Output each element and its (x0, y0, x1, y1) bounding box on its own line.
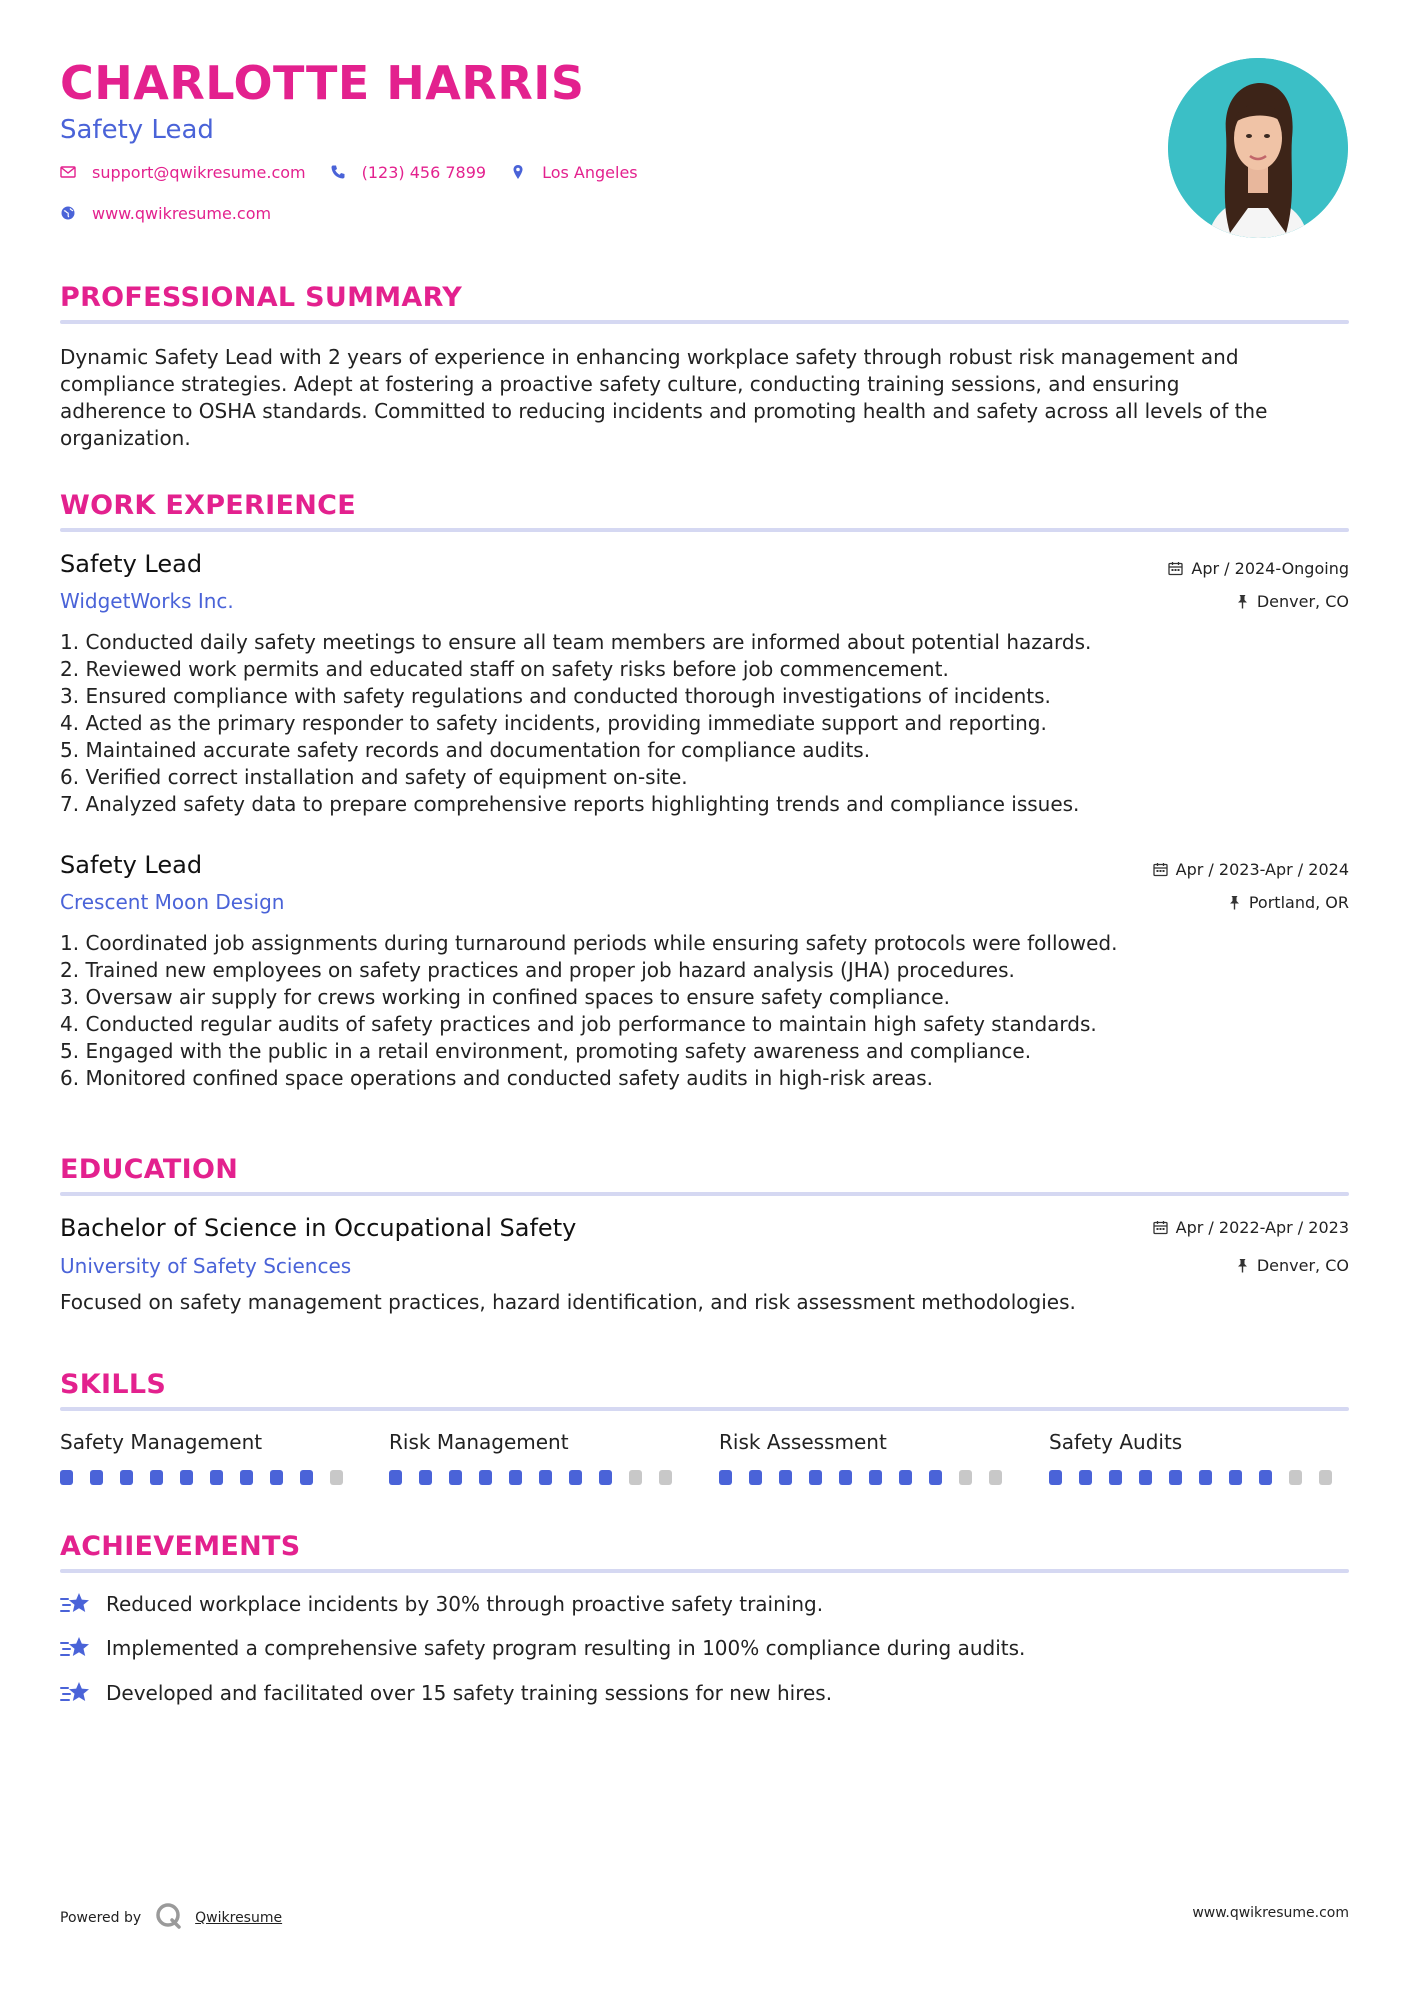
pushpin-icon (1236, 594, 1249, 609)
globe-icon (60, 205, 76, 221)
job-location (1236, 592, 1349, 611)
achievements-divider (60, 1569, 1349, 1573)
achievement-item (60, 1680, 832, 1706)
skill-item (60, 1430, 360, 1485)
summary-heading: PROFESSIONAL SUMMARY (60, 282, 463, 313)
list-item: 4. Conducted regular audits of safety practices and job performance to maintain high safety standards. (60, 1012, 1097, 1036)
summary-line: compliance strategies. Adept at fostering a proactive safety culture, conducting training sessions, and ensuring (60, 372, 1180, 396)
achievement-text: Implemented a comprehensive safety program resulting in 100% compliance during audits. (106, 1636, 1026, 1660)
rating-dot-empty (1289, 1470, 1302, 1485)
skill-rating (389, 1470, 689, 1485)
skills-heading: SKILLS (60, 1369, 167, 1400)
rating-dot-empty (959, 1470, 972, 1485)
list-item: 3. Ensured compliance with safety regulations and conducted thorough investigations of incidents. (60, 684, 1051, 708)
phone-icon (330, 164, 346, 180)
summary-text (60, 344, 1350, 452)
map-pin-icon (510, 164, 526, 180)
rating-dot-filled (899, 1470, 912, 1485)
rating-dot-filled (1049, 1470, 1062, 1485)
skill-rating (60, 1470, 360, 1485)
skill-name: Safety Management (60, 1430, 263, 1454)
header (60, 58, 1060, 223)
calendar-icon (1153, 1220, 1168, 1235)
job-company: WidgetWorks Inc. (60, 589, 234, 613)
rating-dot-empty (330, 1470, 343, 1485)
achievement-text: Reduced workplace incidents by 30% through proactive safety training. (106, 1592, 824, 1616)
education-divider (60, 1192, 1349, 1196)
education-description: Focused on safety management practices, hazard identification, and risk assessment methodologies. (60, 1290, 1076, 1314)
summary-divider (60, 320, 1349, 324)
list-item: 5. Engaged with the public in a retail environment, promoting safety awareness and compliance. (60, 1039, 1032, 1063)
qwikresume-logo-icon (155, 1902, 183, 1934)
powered-by-label: Powered by (60, 1910, 142, 1926)
rating-dot-filled (1169, 1470, 1182, 1485)
job-title: Safety Lead (60, 550, 203, 578)
list-item: 7. Analyzed safety data to prepare comprehensive reports highlighting trends and compliance issues. (60, 792, 1080, 816)
pushpin-icon (1236, 1258, 1249, 1273)
rating-dot-filled (509, 1470, 522, 1485)
rating-dot-filled (120, 1470, 133, 1485)
rating-dot-filled (1109, 1470, 1122, 1485)
job-location (1228, 893, 1349, 912)
rating-dot-filled (1229, 1470, 1242, 1485)
rating-dot-empty (659, 1470, 672, 1485)
location-text: Los Angeles (542, 162, 638, 182)
school-name: University of Safety Sciences (60, 1254, 352, 1278)
star-speed-icon (60, 1591, 92, 1617)
job-bullets (60, 930, 1350, 1092)
calendar-icon (1168, 561, 1183, 576)
rating-dot-filled (929, 1470, 942, 1485)
education-heading: EDUCATION (60, 1154, 239, 1185)
candidate-name: CHARLOTTE HARRIS (60, 56, 585, 110)
rating-dot-filled (539, 1470, 552, 1485)
job-dates-text: Apr / 2024-Ongoing (1191, 559, 1349, 578)
rating-dot-filled (749, 1470, 762, 1485)
education-location (1236, 1256, 1349, 1275)
star-speed-icon (60, 1635, 92, 1661)
rating-dot-filled (1079, 1470, 1092, 1485)
skill-item (719, 1430, 1019, 1485)
rating-dot-filled (839, 1470, 852, 1485)
contact-phone[interactable] (330, 163, 486, 182)
rating-dot-filled (599, 1470, 612, 1485)
rating-dot-filled (270, 1470, 283, 1485)
profile-photo (1168, 58, 1348, 238)
calendar-icon (1153, 862, 1168, 877)
skill-rating (1049, 1470, 1349, 1485)
skill-item (389, 1430, 689, 1485)
summary-line: Dynamic Safety Lead with 2 years of experience in enhancing workplace safety through robust risk management and (60, 345, 1239, 369)
rating-dot-empty (989, 1470, 1002, 1485)
phone-text: (123) 456 7899 (361, 162, 487, 182)
list-item: 6. Verified correct installation and safety of equipment on-site. (60, 765, 688, 789)
rating-dot-filled (1139, 1470, 1152, 1485)
list-item: 4. Acted as the primary responder to safety incidents, providing immediate support and reporting. (60, 711, 1047, 735)
rating-dot-filled (210, 1470, 223, 1485)
rating-dot-filled (1259, 1470, 1272, 1485)
list-item: 1. Coordinated job assignments during turnaround periods while ensuring safety protocols were followed. (60, 931, 1118, 955)
summary-line: adherence to OSHA standards. Committed to reducing incidents and promoting health and safety across all levels of the (60, 399, 1268, 423)
rating-dot-filled (569, 1470, 582, 1485)
skill-name: Risk Management (389, 1430, 569, 1454)
job-location-text: Portland, OR (1248, 893, 1349, 912)
experience-heading: WORK EXPERIENCE (60, 490, 356, 521)
rating-dot-filled (389, 1470, 402, 1485)
rating-dot-filled (719, 1470, 732, 1485)
list-item: 6. Monitored confined space operations and conducted safety audits in high-risk areas. (60, 1066, 933, 1090)
education-location-text: Denver, CO (1256, 1256, 1349, 1275)
contact-email[interactable] (60, 163, 306, 182)
rating-dot-filled (869, 1470, 882, 1485)
contact-location (510, 163, 638, 182)
rating-dot-filled (90, 1470, 103, 1485)
skill-name: Safety Audits (1049, 1430, 1183, 1454)
email-text: support@qwikresume.com (92, 162, 306, 182)
skill-name: Risk Assessment (719, 1430, 887, 1454)
education-dates (1153, 1218, 1349, 1237)
skills-divider (60, 1407, 1349, 1411)
rating-dot-filled (779, 1470, 792, 1485)
job-title: Safety Lead (60, 851, 203, 879)
job-company: Crescent Moon Design (60, 890, 285, 914)
list-item: 3. Oversaw air supply for crews working in confined spaces to ensure safety compliance. (60, 985, 951, 1009)
rating-dot-filled (180, 1470, 193, 1485)
job-bullets (60, 629, 1350, 818)
job-dates (1168, 559, 1349, 578)
job-location-text: Denver, CO (1256, 592, 1349, 611)
achievement-item (60, 1591, 823, 1617)
rating-dot-filled (809, 1470, 822, 1485)
list-item: 2. Trained new employees on safety practices and proper job hazard analysis (JHA) procedures. (60, 958, 1015, 982)
achievement-text: Developed and facilitated over 15 safety training sessions for new hires. (106, 1681, 833, 1705)
job-dates (1153, 860, 1349, 879)
rating-dot-filled (1199, 1470, 1212, 1485)
rating-dot-filled (150, 1470, 163, 1485)
achievements-heading: ACHIEVEMENTS (60, 1531, 301, 1562)
rating-dot-filled (240, 1470, 253, 1485)
rating-dot-filled (449, 1470, 462, 1485)
skill-rating (719, 1470, 1019, 1485)
list-item: 5. Maintained accurate safety records and documentation for compliance audits. (60, 738, 871, 762)
summary-line: organization. (60, 426, 191, 450)
achievement-item (60, 1635, 1025, 1661)
rating-dot-filled (419, 1470, 432, 1485)
contact-row-2 (60, 204, 1060, 223)
pushpin-icon (1228, 895, 1241, 910)
star-speed-icon (60, 1680, 92, 1706)
experience-divider (60, 528, 1349, 532)
contact-website[interactable] (60, 204, 271, 223)
envelope-icon (60, 164, 76, 180)
rating-dot-filled (479, 1470, 492, 1485)
rating-dot-empty (1319, 1470, 1332, 1485)
contact-row (60, 163, 1060, 182)
list-item: 1. Conducted daily safety meetings to ensure all team members are informed about potential hazards. (60, 630, 1092, 654)
education-dates-text: Apr / 2022-Apr / 2023 (1175, 1218, 1349, 1237)
skill-item (1049, 1430, 1349, 1485)
rating-dot-empty (629, 1470, 642, 1485)
rating-dot-filled (60, 1470, 73, 1485)
footer-website[interactable]: www.qwikresume.com (1192, 1905, 1349, 1921)
candidate-role: Safety Lead (60, 114, 214, 145)
rating-dot-filled (300, 1470, 313, 1485)
qwikresume-link[interactable]: Qwikresume (195, 1910, 283, 1926)
footer-powered (60, 1902, 282, 1934)
website-text: www.qwikresume.com (92, 203, 272, 223)
degree-title: Bachelor of Science in Occupational Safety (60, 1214, 577, 1242)
job-dates-text: Apr / 2023-Apr / 2024 (1175, 860, 1349, 879)
list-item: 2. Reviewed work permits and educated staff on safety risks before job commencement. (60, 657, 949, 681)
